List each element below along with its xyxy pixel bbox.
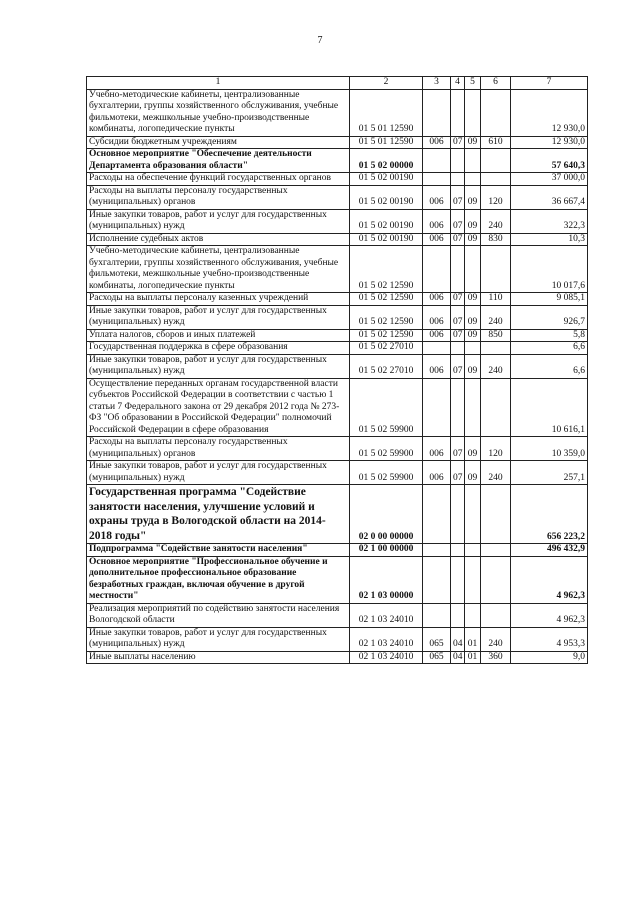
subsection-cell: 01	[465, 627, 481, 651]
subsection-cell	[465, 485, 481, 544]
expense-type-cell: 120	[481, 437, 511, 461]
subsection-cell: 09	[465, 354, 481, 378]
expense-type-cell	[481, 173, 511, 186]
subsection-cell: 09	[465, 461, 481, 485]
expense-type-cell: 610	[481, 136, 511, 149]
table-row	[87, 89, 588, 136]
subsection-cell: 09	[465, 437, 481, 461]
target-article-cell: 01 5 02 00190	[350, 173, 423, 186]
grbs-cell	[423, 149, 451, 173]
header-cell: 4	[451, 77, 465, 90]
grbs-cell: 006	[423, 185, 451, 209]
name-cell: Иные закупки товаров, работ и услуг для государственных (муниципальных) нужд	[87, 627, 350, 651]
amount-cell: 10 616,1	[511, 378, 588, 437]
table-row	[87, 556, 588, 603]
name-cell: Уплата налогов, сборов и иных платежей	[87, 329, 350, 342]
subsection-cell	[465, 378, 481, 437]
subsection-cell	[465, 246, 481, 293]
amount-cell: 496 432,9	[511, 544, 588, 557]
table-body	[87, 89, 588, 664]
name-cell: Осуществление переданных органам государственной власти субъектов Российской Федерации в соответствии с частью 1 статьи 7 Федерального закона от 29 декабря 2012 года № 273-ФЗ "Об образовании в Российской Федерации" полномочий Российской Федерации в сфере образования	[87, 378, 350, 437]
target-article-cell: 02 0 00 00000	[350, 485, 423, 544]
page-number: 7	[317, 35, 323, 46]
target-article-cell: 01 5 01 12590	[350, 136, 423, 149]
expense-type-cell: 360	[481, 651, 511, 664]
amount-cell: 6,6	[511, 354, 588, 378]
target-article-cell: 02 1 03 00000	[350, 556, 423, 603]
name-cell: Реализация мероприятий по содействию занятости населения Вологодской области	[87, 603, 350, 627]
name-cell: Учебно-методические кабинеты, централизованные бухгалтерии, группы хозяйственного обслуживания, учебные фильмотеки, межшкольные учебно-производственные комбинаты, логопедические пункты	[87, 89, 350, 136]
header-cell: 5	[465, 77, 481, 90]
expense-type-cell	[481, 556, 511, 603]
grbs-cell	[423, 173, 451, 186]
grbs-cell: 006	[423, 209, 451, 233]
amount-cell: 10,3	[511, 233, 588, 246]
expense-type-cell: 110	[481, 293, 511, 306]
table-row	[87, 437, 588, 461]
expense-type-cell	[481, 544, 511, 557]
subsection-cell: 09	[465, 305, 481, 329]
subsection-cell: 09	[465, 209, 481, 233]
target-article-cell: 01 5 01 12590	[350, 89, 423, 136]
section-cell: 07	[451, 136, 465, 149]
amount-cell: 5,8	[511, 329, 588, 342]
table-row	[87, 233, 588, 246]
target-article-cell: 01 5 02 27010	[350, 354, 423, 378]
section-cell	[451, 556, 465, 603]
target-article-cell: 01 5 02 12590	[350, 293, 423, 306]
target-article-cell: 02 1 03 24010	[350, 603, 423, 627]
target-article-cell: 02 1 00 00000	[350, 544, 423, 557]
target-article-cell: 02 1 03 24010	[350, 651, 423, 664]
amount-cell: 4 953,3	[511, 627, 588, 651]
subsection-cell	[465, 173, 481, 186]
subsection-cell	[465, 544, 481, 557]
section-cell	[451, 544, 465, 557]
subsection-cell: 09	[465, 329, 481, 342]
section-cell	[451, 89, 465, 136]
name-cell: Расходы на выплаты персоналу государственных (муниципальных) органов	[87, 185, 350, 209]
grbs-cell	[423, 378, 451, 437]
grbs-cell: 006	[423, 233, 451, 246]
budget-table	[86, 76, 588, 664]
section-cell: 07	[451, 185, 465, 209]
name-cell: Расходы на обеспечение функций государственных органов	[87, 173, 350, 186]
header-cell: 7	[511, 77, 588, 90]
target-article-cell: 01 5 02 00000	[350, 149, 423, 173]
grbs-cell	[423, 603, 451, 627]
name-cell: Иные закупки товаров, работ и услуг для государственных (муниципальных) нужд	[87, 209, 350, 233]
name-cell: Иные закупки товаров, работ и услуг для государственных (муниципальных) нужд	[87, 354, 350, 378]
section-cell	[451, 485, 465, 544]
table-row	[87, 342, 588, 355]
grbs-cell: 006	[423, 329, 451, 342]
section-cell	[451, 603, 465, 627]
table-header-row	[87, 77, 588, 90]
target-article-cell: 01 5 02 12590	[350, 305, 423, 329]
name-cell: Учебно-методические кабинеты, централизованные бухгалтерии, группы хозяйственного обслуживания, учебные фильмотеки, межшкольные учебно-производственные комбинаты, логопедические пункты	[87, 246, 350, 293]
table-row	[87, 185, 588, 209]
grbs-cell: 006	[423, 437, 451, 461]
table-row	[87, 461, 588, 485]
subsection-cell: 09	[465, 185, 481, 209]
table-row	[87, 329, 588, 342]
amount-cell: 12 930,0	[511, 136, 588, 149]
expense-type-cell	[481, 342, 511, 355]
amount-cell: 4 962,3	[511, 603, 588, 627]
section-cell: 07	[451, 233, 465, 246]
name-cell: Иные закупки товаров, работ и услуг для государственных (муниципальных) нужд	[87, 461, 350, 485]
section-cell: 04	[451, 651, 465, 664]
section-cell: 07	[451, 305, 465, 329]
header-cell: 1	[87, 77, 350, 90]
subsection-cell	[465, 603, 481, 627]
name-cell: Субсидии бюджетным учреждениям	[87, 136, 350, 149]
target-article-cell: 01 5 02 12590	[350, 329, 423, 342]
section-cell	[451, 378, 465, 437]
section-cell: 07	[451, 209, 465, 233]
grbs-cell	[423, 556, 451, 603]
table-row	[87, 246, 588, 293]
table-row	[87, 149, 588, 173]
target-article-cell: 01 5 02 27010	[350, 342, 423, 355]
grbs-cell	[423, 342, 451, 355]
table-row	[87, 173, 588, 186]
section-cell	[451, 149, 465, 173]
expense-type-cell	[481, 246, 511, 293]
amount-cell: 9 085,1	[511, 293, 588, 306]
subsection-cell	[465, 342, 481, 355]
section-cell: 07	[451, 437, 465, 461]
expense-type-cell	[481, 378, 511, 437]
grbs-cell: 006	[423, 136, 451, 149]
subsection-cell	[465, 556, 481, 603]
grbs-cell	[423, 89, 451, 136]
amount-cell: 656 223,2	[511, 485, 588, 544]
expense-type-cell	[481, 89, 511, 136]
table-row	[87, 603, 588, 627]
amount-cell: 12 930,0	[511, 89, 588, 136]
name-cell: Расходы на выплаты персоналу государственных (муниципальных) органов	[87, 437, 350, 461]
target-article-cell: 01 5 02 00190	[350, 185, 423, 209]
expense-type-cell: 240	[481, 354, 511, 378]
amount-cell: 926,7	[511, 305, 588, 329]
grbs-cell	[423, 544, 451, 557]
expense-type-cell: 240	[481, 209, 511, 233]
table-row	[87, 209, 588, 233]
expense-type-cell	[481, 149, 511, 173]
table-row	[87, 651, 588, 664]
amount-cell: 10 359,0	[511, 437, 588, 461]
subsection-cell: 01	[465, 651, 481, 664]
amount-cell: 257,1	[511, 461, 588, 485]
grbs-cell: 006	[423, 293, 451, 306]
name-cell: Основное мероприятие "Обеспечение деятельности Департамента образования области"	[87, 149, 350, 173]
table-row	[87, 293, 588, 306]
target-article-cell: 01 5 02 59900	[350, 461, 423, 485]
subsection-cell: 09	[465, 136, 481, 149]
name-cell: Государственная программа "Содействие занятости населения, улучшение условий и охраны труда в Вологодской области на 2014-2018 годы"	[87, 485, 350, 544]
name-cell: Государственная поддержка в сфере образования	[87, 342, 350, 355]
expense-type-cell: 850	[481, 329, 511, 342]
subsection-cell	[465, 149, 481, 173]
section-cell	[451, 246, 465, 293]
target-article-cell: 01 5 02 00190	[350, 233, 423, 246]
name-cell: Подпрограмма "Содействие занятости населения"	[87, 544, 350, 557]
target-article-cell: 01 5 02 12590	[350, 246, 423, 293]
target-article-cell: 01 5 02 59900	[350, 437, 423, 461]
expense-type-cell: 240	[481, 627, 511, 651]
table-row	[87, 627, 588, 651]
name-cell: Иные выплаты населению	[87, 651, 350, 664]
amount-cell: 322,3	[511, 209, 588, 233]
expense-type-cell	[481, 485, 511, 544]
amount-cell: 6,6	[511, 342, 588, 355]
section-cell: 07	[451, 293, 465, 306]
target-article-cell: 01 5 02 59900	[350, 378, 423, 437]
grbs-cell: 006	[423, 354, 451, 378]
target-article-cell: 01 5 02 00190	[350, 209, 423, 233]
table-row	[87, 544, 588, 557]
grbs-cell	[423, 485, 451, 544]
expense-type-cell: 240	[481, 305, 511, 329]
section-cell	[451, 342, 465, 355]
amount-cell: 37 000,0	[511, 173, 588, 186]
table-row	[87, 378, 588, 437]
table-row	[87, 136, 588, 149]
section-cell: 04	[451, 627, 465, 651]
name-cell: Исполнение судебных актов	[87, 233, 350, 246]
section-cell: 07	[451, 461, 465, 485]
grbs-cell: 006	[423, 305, 451, 329]
header-cell: 3	[423, 77, 451, 90]
subsection-cell	[465, 89, 481, 136]
name-cell: Расходы на выплаты персоналу казенных учреждений	[87, 293, 350, 306]
header-cell: 6	[481, 77, 511, 90]
header-cell: 2	[350, 77, 423, 90]
amount-cell: 9,0	[511, 651, 588, 664]
grbs-cell: 006	[423, 461, 451, 485]
amount-cell: 57 640,3	[511, 149, 588, 173]
grbs-cell	[423, 246, 451, 293]
section-cell: 07	[451, 329, 465, 342]
expense-type-cell	[481, 603, 511, 627]
section-cell	[451, 173, 465, 186]
name-cell: Основное мероприятие "Профессиональное обучение и дополнительное профессиональное образование безработных граждан, включая обучение в другой местности"	[87, 556, 350, 603]
subsection-cell: 09	[465, 293, 481, 306]
expense-type-cell: 830	[481, 233, 511, 246]
section-cell: 07	[451, 354, 465, 378]
amount-cell: 36 667,4	[511, 185, 588, 209]
table-row	[87, 485, 588, 544]
table-row	[87, 354, 588, 378]
table-row	[87, 305, 588, 329]
amount-cell: 10 017,6	[511, 246, 588, 293]
grbs-cell: 065	[423, 651, 451, 664]
subsection-cell: 09	[465, 233, 481, 246]
expense-type-cell: 240	[481, 461, 511, 485]
amount-cell: 4 962,3	[511, 556, 588, 603]
name-cell: Иные закупки товаров, работ и услуг для государственных (муниципальных) нужд	[87, 305, 350, 329]
target-article-cell: 02 1 03 24010	[350, 627, 423, 651]
expense-type-cell: 120	[481, 185, 511, 209]
grbs-cell: 065	[423, 627, 451, 651]
